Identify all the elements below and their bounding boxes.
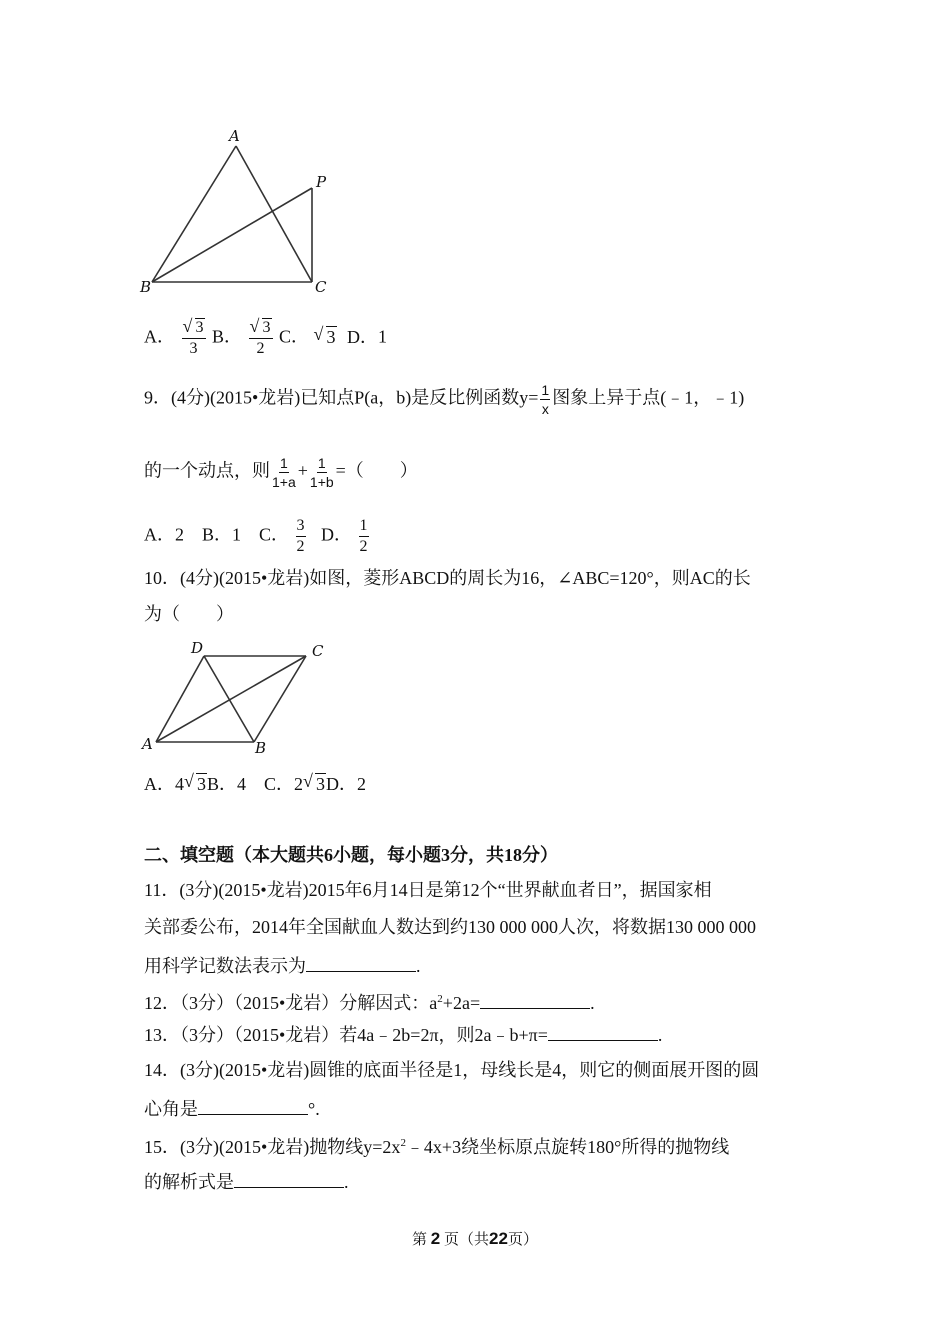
- segment-ac: [236, 146, 312, 282]
- q12-answer-blank[interactable]: [480, 990, 590, 1009]
- q13-answer-blank[interactable]: [548, 1022, 658, 1041]
- q9-option-c-fraction: $\frac{3}{2}$: [296, 517, 305, 555]
- q11-line1: 11．(3分)(2015•龙岩)2015年6月14日是第12个“世界献血者日”，据国家相: [144, 880, 712, 900]
- q8-options: A． √ 3 3 B． √ 3 2 C． √ 3 D．1: [144, 316, 388, 357]
- q10-line1: 10．(4分)(2015•龙岩)如图，菱形ABCD的周长为16，∠ABC=120°，则AC的长: [144, 568, 751, 588]
- label-b: B: [255, 739, 267, 757]
- label-c: C: [312, 642, 324, 660]
- q10-line2: 为（ ）: [144, 604, 234, 624]
- segment-ab: [152, 146, 236, 282]
- q15-answer-blank[interactable]: [234, 1169, 344, 1188]
- q10-option-c-sqrt: √ 3: [303, 771, 326, 794]
- label-d: D: [191, 640, 204, 657]
- q9-line2: 的一个动点，则 $\frac{1}{1+a}$ + $\frac{1}{1+b}$ =（ ）: [144, 455, 418, 490]
- page-number: 2: [430, 1229, 441, 1248]
- q10-options: A．4 √ 3B．4 C．2 √ 3D．2: [144, 771, 367, 794]
- diagonal-ac: [156, 656, 306, 742]
- total-pages: 22: [489, 1229, 508, 1248]
- q9-function-fraction: $\frac{1}{x}$: [541, 382, 550, 417]
- q11-line3: 用科学记数法表示为 .: [144, 953, 421, 978]
- q12-line: 12．（3分）（2015•龙岩）分解因式：$a^2+2a=$ .: [144, 987, 595, 1015]
- section-heading: 二、填空题（本大题共6小题，每小题3分，共18分）: [144, 845, 558, 865]
- q10-option-a-sqrt: √ 3: [184, 771, 206, 794]
- q11-answer-blank[interactable]: [306, 953, 416, 972]
- q14-line2: 心角是 °.: [144, 1096, 320, 1121]
- q14-answer-blank[interactable]: [198, 1096, 308, 1115]
- triangle-figure: [138, 126, 338, 298]
- q8-option-b-fraction: √ 3 2: [249, 316, 271, 357]
- q15-line1: 15．(3分)(2015•龙岩)抛物线$y=2x^2﹣4x+3$绕坐标原点旋转180°所得的抛物线: [144, 1137, 730, 1157]
- q9-option-d-fraction: $\frac{1}{2}$: [359, 517, 368, 555]
- label-b: B: [140, 278, 152, 296]
- q15-line2: 的解析式是 .: [144, 1169, 349, 1194]
- label-p: P: [316, 173, 327, 191]
- label-a: A: [229, 127, 240, 145]
- segment-bp: [152, 188, 312, 282]
- label-a: A: [142, 735, 153, 753]
- segment-cb: [254, 656, 306, 742]
- q9-fraction-2: $\frac{1}{1+b}$: [309, 455, 334, 490]
- diagonal-db: [204, 656, 254, 742]
- rhombus-figure: [138, 640, 338, 758]
- q9-options: A．2 B．1 C． $\frac{3}{2}$ D． $\frac{1}{2}$: [144, 517, 368, 555]
- q8-option-a-fraction: √ 3 3: [182, 316, 204, 357]
- q9-fraction-1: $\frac{1}{1+a}$: [272, 455, 296, 490]
- q9-line1: 9．(4分)(2015•龙岩)已知点P(a，b)是反比例函数y= $\frac{1}{x}$ 图象上异于点(﹣1，﹣1): [144, 382, 745, 417]
- q14-line1: 14．(3分)(2015•龙岩)圆锥的底面半径是1，母线长是4，则它的侧面展开图的圆: [144, 1060, 760, 1080]
- q13-line: 13．（3分）（2015•龙岩）若4a﹣2b=2π，则2a﹣b+π= .: [144, 1022, 662, 1047]
- label-c: C: [315, 278, 327, 296]
- page-footer: 第 2 页（共22页）: [412, 1229, 538, 1248]
- q8-option-c-sqrt: √ 3: [313, 323, 336, 347]
- q11-line2: 关部委公布，2014年全国献血人数达到约130 000 000人次，将数据130 000 000: [144, 917, 756, 937]
